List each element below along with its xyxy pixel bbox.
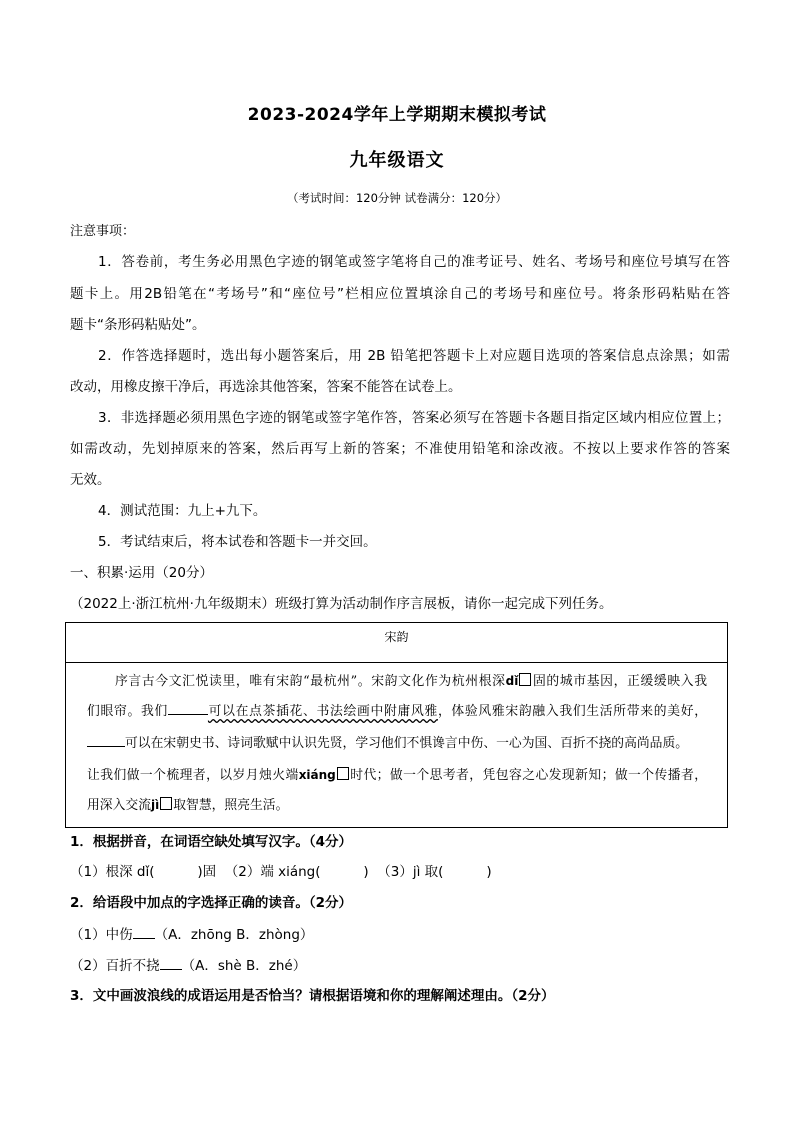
passage-text: 用深入交流 xyxy=(87,798,151,813)
section-intro: （2022上·浙江杭州·九年级期末）班级打算为活动制作序言展板，请你一起完成下列任务。 xyxy=(70,596,613,612)
question-2-b-options: （A．shè B．zhé） xyxy=(181,958,307,974)
blank-underline xyxy=(168,702,208,715)
notice-3-line-2: 如需改动，先划掉原来的答案，然后再写上新的答案；不准使用铅笔和涂改液。不按以上要求作答的答案 xyxy=(70,441,730,457)
pinyin: xiáng xyxy=(298,768,336,782)
question-2-a xyxy=(70,924,730,945)
question-1-items: （1）根深 dǐ( )固 （2）端 xiáng( ) （3）jì 取( ) xyxy=(70,864,492,880)
passage-text: 可以在宋朝史书、诗词歌赋中认识先贤，学习他们不惧谗言中伤、一心为国、百折不挠的高尚品质。 xyxy=(125,736,689,751)
passage-text: 取智慧，照亮生活。 xyxy=(173,798,289,813)
wavy-idiom: 可以在点茶插花、书法绘画中附庸风雅 xyxy=(207,704,438,719)
passage-text: 序言古今文汇悦读里，唯有宋韵“最杭州”。宋韵文化作为杭州根深 xyxy=(115,674,506,689)
passage-line-4 xyxy=(87,765,707,786)
section-heading: 一、积累·运用（20分） xyxy=(70,565,213,581)
notice-1-line-2: 题卡上。用2B铅笔在“考场号”和“座位号”栏相应位置填涂自己的考场号和座位号。将条形码粘贴在答 xyxy=(70,286,730,302)
notice-4: 4．测试范围：九上+九下。 xyxy=(98,503,267,519)
passage-text: 时代；做一个思考者，凭包容之心发现新知；做一个传播者， xyxy=(349,768,708,783)
notice-1-line-3: 题卡“条形码粘贴处”。 xyxy=(70,317,206,333)
answer-blank[interactable] xyxy=(133,924,155,939)
question-3: 3．文中画波浪线的成语运用是否恰当？请根据语境和你的理解阐述理由。（2分） xyxy=(70,988,555,1004)
answer-blank[interactable] xyxy=(160,955,182,970)
question-2-a-label: （1）中伤 xyxy=(70,927,133,943)
pinyin: jì xyxy=(150,798,160,812)
passage-line-3 xyxy=(87,734,707,754)
blank-square xyxy=(519,673,531,686)
exam-title: 2023-2024学年上学期期末模拟考试 xyxy=(247,105,547,125)
notice-heading: 注意事项： xyxy=(70,224,136,239)
notice-1-line-1: 1．答卷前，考生务必用黑色字迹的钢笔或签字笔将自己的准考证号、姓名、考场号和座位号填写在答 xyxy=(98,254,730,270)
passage-box xyxy=(65,622,728,828)
passage-text: 们眼帘。我们 xyxy=(87,704,168,719)
passage-line-1 xyxy=(115,671,707,692)
question-2: 2．给语段中加点的字选择正确的读音。（2分） xyxy=(70,895,353,911)
notice-2-line-1: 2．作答选择题时，选出每小题答案后，用 2B 铅笔把答题卡上对应题目选项的答案信息点涂黑；如需 xyxy=(98,348,730,364)
question-2-a-options: （A．zhōng B．zhòng） xyxy=(154,927,314,943)
question-2-b xyxy=(70,955,730,976)
notice-3-line-3: 无效。 xyxy=(70,472,111,488)
notice-2-line-2: 改动，用橡皮擦干净后，再选涂其他答案，答案不能答在试卷上。 xyxy=(70,379,462,395)
passage-text: 让我们做一个梳理者，以岁月烛火端 xyxy=(87,768,299,783)
passage-text: ，体验风雅宋韵融入我们生活所带来的美好， xyxy=(437,704,708,719)
passage-text: 固的城市基因，正缓缓映入我 xyxy=(532,674,707,689)
notice-5: 5．考试结束后，将本试卷和答题卡一并交回。 xyxy=(98,534,377,550)
exam-meta: （考试时间：120分钟 试卷满分：120分） xyxy=(286,191,508,205)
exam-subject: 九年级语文 xyxy=(349,150,445,171)
blank-square xyxy=(337,767,349,780)
blank-square xyxy=(160,797,172,810)
notice-3-line-1: 3．非选择题必须用黑色字迹的钢笔或签字笔作答，答案必须写在答题卡各题目指定区域内相应位置上； xyxy=(98,410,730,426)
blank-underline xyxy=(87,734,125,747)
passage-line-2 xyxy=(87,702,707,722)
pinyin: dǐ xyxy=(505,674,519,688)
passage-title: 宋韵 xyxy=(66,623,727,663)
question-2-b-label: （2）百折不挠 xyxy=(70,958,160,974)
question-1: 1．根据拼音，在词语空缺处填写汉字。（4分） xyxy=(70,834,353,850)
passage-line-5 xyxy=(87,795,707,816)
